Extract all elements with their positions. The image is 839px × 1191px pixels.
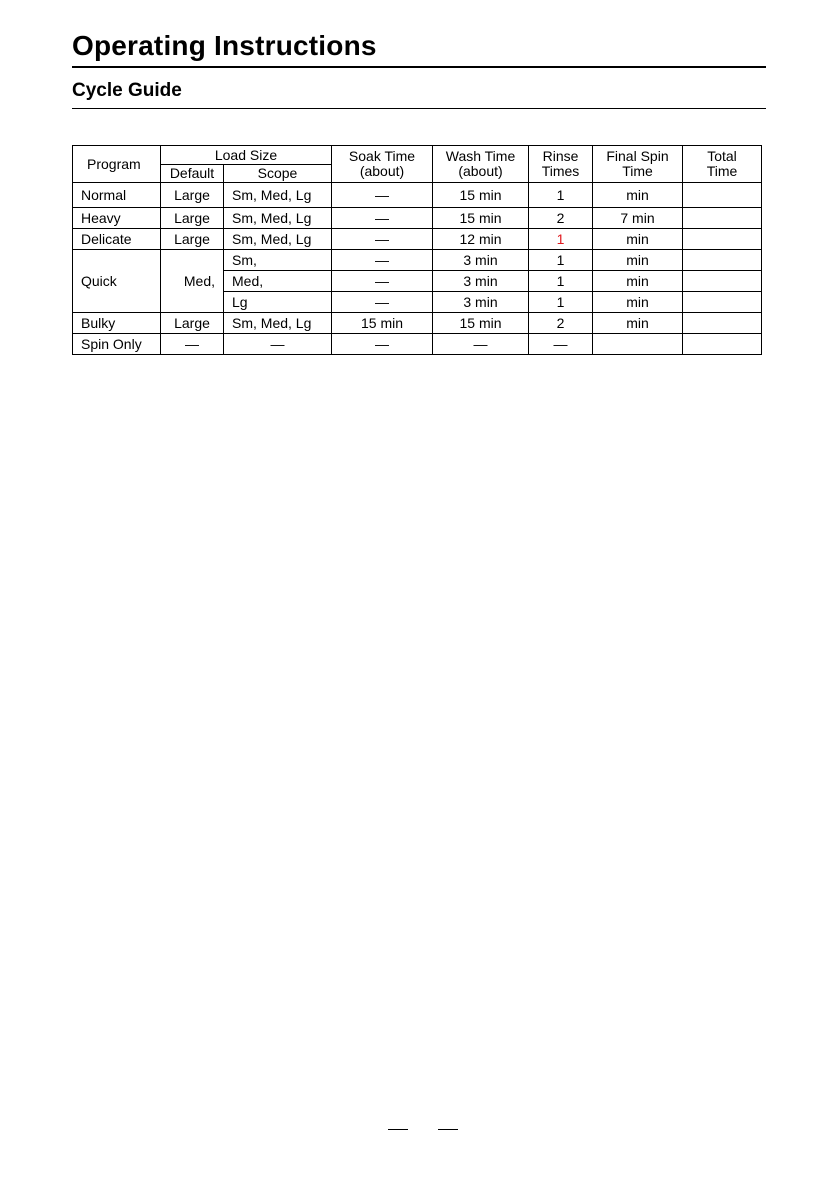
table-row — [73, 250, 762, 271]
cell-wash: 3 min — [433, 250, 529, 271]
header-soak-time-line2: (about) — [359, 163, 405, 179]
section-divider — [72, 108, 766, 109]
cell-wash: 15 min — [433, 313, 529, 334]
header-soak-time — [332, 146, 433, 183]
cell-spin: 7 min — [593, 208, 683, 229]
cell-scope: Med, — [224, 271, 332, 292]
cell-scope: — — [224, 334, 332, 355]
header-rinse-times-line1: Rinse — [542, 148, 579, 164]
cell-scope: Sm, Med, Lg — [224, 313, 332, 334]
cell-total — [683, 313, 762, 334]
header-rinse-times-line2: Times — [541, 163, 580, 179]
header-program: Program — [73, 146, 161, 183]
header-total-time-line1: Total — [707, 148, 737, 164]
cell-soak: — — [332, 208, 433, 229]
cell-soak: — — [332, 183, 433, 208]
header-soak-time-line1: Soak Time — [348, 148, 416, 164]
cell-spin: min — [593, 250, 683, 271]
cell-spin: min — [593, 183, 683, 208]
cell-soak: — — [332, 292, 433, 313]
cell-rinse: 2 — [529, 208, 593, 229]
cell-soak: — — [332, 334, 433, 355]
cell-default: — — [161, 334, 224, 355]
cell-program: Spin Only — [73, 334, 161, 355]
header-total-time — [683, 146, 762, 183]
table-row — [73, 313, 762, 334]
header-wash-time — [433, 146, 529, 183]
table-row — [73, 334, 762, 355]
cell-total — [683, 229, 762, 250]
cell-wash: 15 min — [433, 183, 529, 208]
cell-default: Large — [161, 229, 224, 250]
page-number-dash-right — [438, 1129, 458, 1130]
cell-scope: Sm, Med, Lg — [224, 183, 332, 208]
cell-total — [683, 292, 762, 313]
page-title: Operating Instructions — [72, 30, 377, 61]
cell-scope: Sm, — [224, 250, 332, 271]
cell-rinse: 1 — [529, 271, 593, 292]
header-rinse-times — [529, 146, 593, 183]
cell-rinse: 1 — [529, 183, 593, 208]
cell-total — [683, 208, 762, 229]
cell-soak: — — [332, 229, 433, 250]
cell-rinse-highlighted: 1 — [529, 229, 593, 250]
table-row — [73, 183, 762, 208]
header-wash-time-line2: (about) — [458, 163, 503, 179]
cell-program: Normal — [73, 183, 161, 208]
cell-total — [683, 271, 762, 292]
header-total-time-line2: Time — [706, 163, 738, 179]
cell-spin — [593, 334, 683, 355]
cell-spin: min — [593, 292, 683, 313]
header-final-spin-time — [593, 146, 683, 183]
cell-default: Large — [161, 183, 224, 208]
cell-spin: min — [593, 313, 683, 334]
header-final-spin-line2: Time — [622, 163, 653, 179]
cycle-guide-table — [72, 145, 762, 355]
header-default: Default — [161, 165, 224, 183]
cell-default: Large — [161, 208, 224, 229]
cell-default: Large — [161, 313, 224, 334]
page-number-dash-left — [388, 1129, 408, 1130]
cell-program: Delicate — [73, 229, 161, 250]
table-row — [73, 229, 762, 250]
cell-scope: Sm, Med, Lg — [224, 208, 332, 229]
cell-wash: 15 min — [433, 208, 529, 229]
cell-spin: min — [593, 271, 683, 292]
cell-total — [683, 250, 762, 271]
header-wash-time-line1: Wash Time — [445, 148, 516, 164]
cell-soak: 15 min — [332, 313, 433, 334]
cell-wash: — — [433, 334, 529, 355]
cell-soak: — — [332, 250, 433, 271]
header-scope: Scope — [224, 165, 332, 183]
cell-total — [683, 183, 762, 208]
cell-scope: Sm, Med, Lg — [224, 229, 332, 250]
section-title: Cycle Guide — [72, 80, 182, 101]
cell-rinse: 1 — [529, 250, 593, 271]
cell-wash: 3 min — [433, 271, 529, 292]
cell-rinse: 2 — [529, 313, 593, 334]
cell-rinse: 1 — [529, 292, 593, 313]
cell-spin: min — [593, 229, 683, 250]
cell-program: Heavy — [73, 208, 161, 229]
cell-program: Quick — [73, 250, 161, 313]
cell-program: Bulky — [73, 313, 161, 334]
cell-default: Med, — [161, 250, 224, 313]
cell-rinse: — — [529, 334, 593, 355]
title-divider — [72, 66, 766, 68]
cell-wash: 3 min — [433, 292, 529, 313]
cell-total — [683, 334, 762, 355]
cell-wash: 12 min — [433, 229, 529, 250]
cell-scope: Lg — [224, 292, 332, 313]
header-load-size: Load Size — [161, 146, 332, 165]
header-final-spin-line1: Final Spin — [606, 148, 669, 164]
cell-soak: — — [332, 271, 433, 292]
table-row — [73, 208, 762, 229]
